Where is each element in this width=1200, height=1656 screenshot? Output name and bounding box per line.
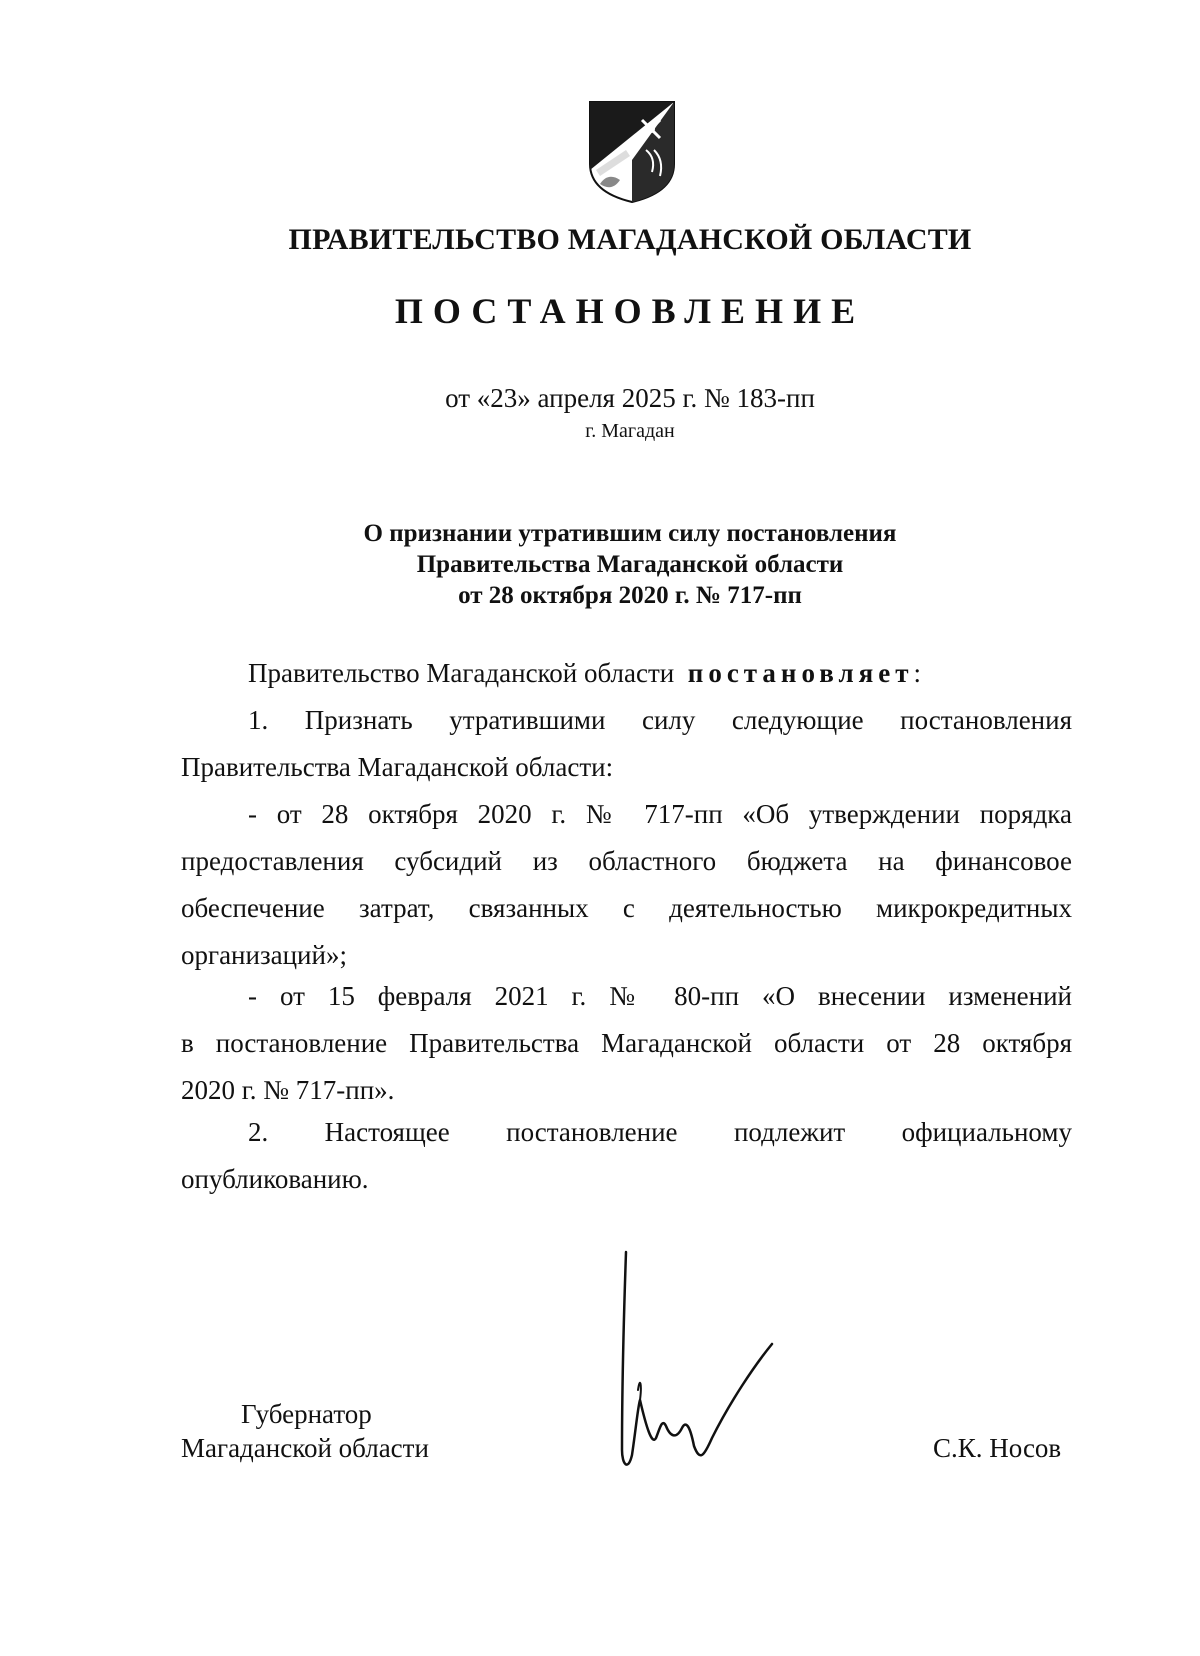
body-line: 2020 г. № 717-пп». [181, 1075, 395, 1105]
preamble-lead: Правительство Магаданской области [248, 658, 675, 688]
sub-item-1 [181, 791, 1072, 979]
document-city: г. Магадан [585, 420, 675, 442]
item-2 [181, 1109, 1072, 1203]
body-line: 1. Признать утратившими силу следующие постановления [248, 705, 1072, 735]
magadan-coat-of-arms-icon [586, 100, 678, 204]
body-line: предоставления субсидий из областного бюджета на финансовое [181, 846, 1072, 876]
handwritten-signature-icon [612, 1250, 812, 1480]
subject-line: от 28 октября 2020 г. № 717-пп [458, 582, 802, 609]
preamble-tail: : [913, 658, 922, 688]
document-type: ПОСТАНОВЛЕНИЕ [394, 291, 866, 331]
document-date-number: от «23» апреля 2025 г. № 183-пп [445, 383, 815, 413]
body-line: обеспечение затрат, связанных с деятельностью микрокредитных [181, 893, 1072, 923]
sub-item-2 [181, 973, 1072, 1114]
signer-name: С.К. Носов [933, 1433, 1062, 1463]
body-line: Правительства Магаданской области: [181, 752, 614, 782]
document-subject [0, 518, 1200, 611]
preamble [181, 650, 1072, 697]
signer-role-line: Магаданской области [181, 1433, 429, 1463]
body-line: - от 15 февраля 2021 г. № 80-пп «О внесении изменений [248, 981, 1072, 1011]
subject-line: Правительства Магаданской области [416, 551, 844, 578]
org-title: ПРАВИТЕЛЬСТВО МАГАДАНСКОЙ ОБЛАСТИ [288, 223, 972, 256]
signer-role-line: Губернатор [241, 1399, 372, 1429]
body-line: 2. Настоящее постановление подлежит официальному [248, 1117, 1072, 1147]
body-line: - от 28 октября 2020 г. № 717-пп «Об утверждении порядка [248, 799, 1072, 829]
item-1 [181, 697, 1072, 791]
body-line: опубликованию. [181, 1164, 369, 1194]
body-line: организаций»; [181, 940, 347, 970]
body-line: в постановление Правительства Магаданской области от 28 октября [181, 1028, 1072, 1058]
subject-line: О признании утратившим силу постановления [363, 520, 897, 547]
preamble-verb: постановляет [687, 658, 914, 688]
